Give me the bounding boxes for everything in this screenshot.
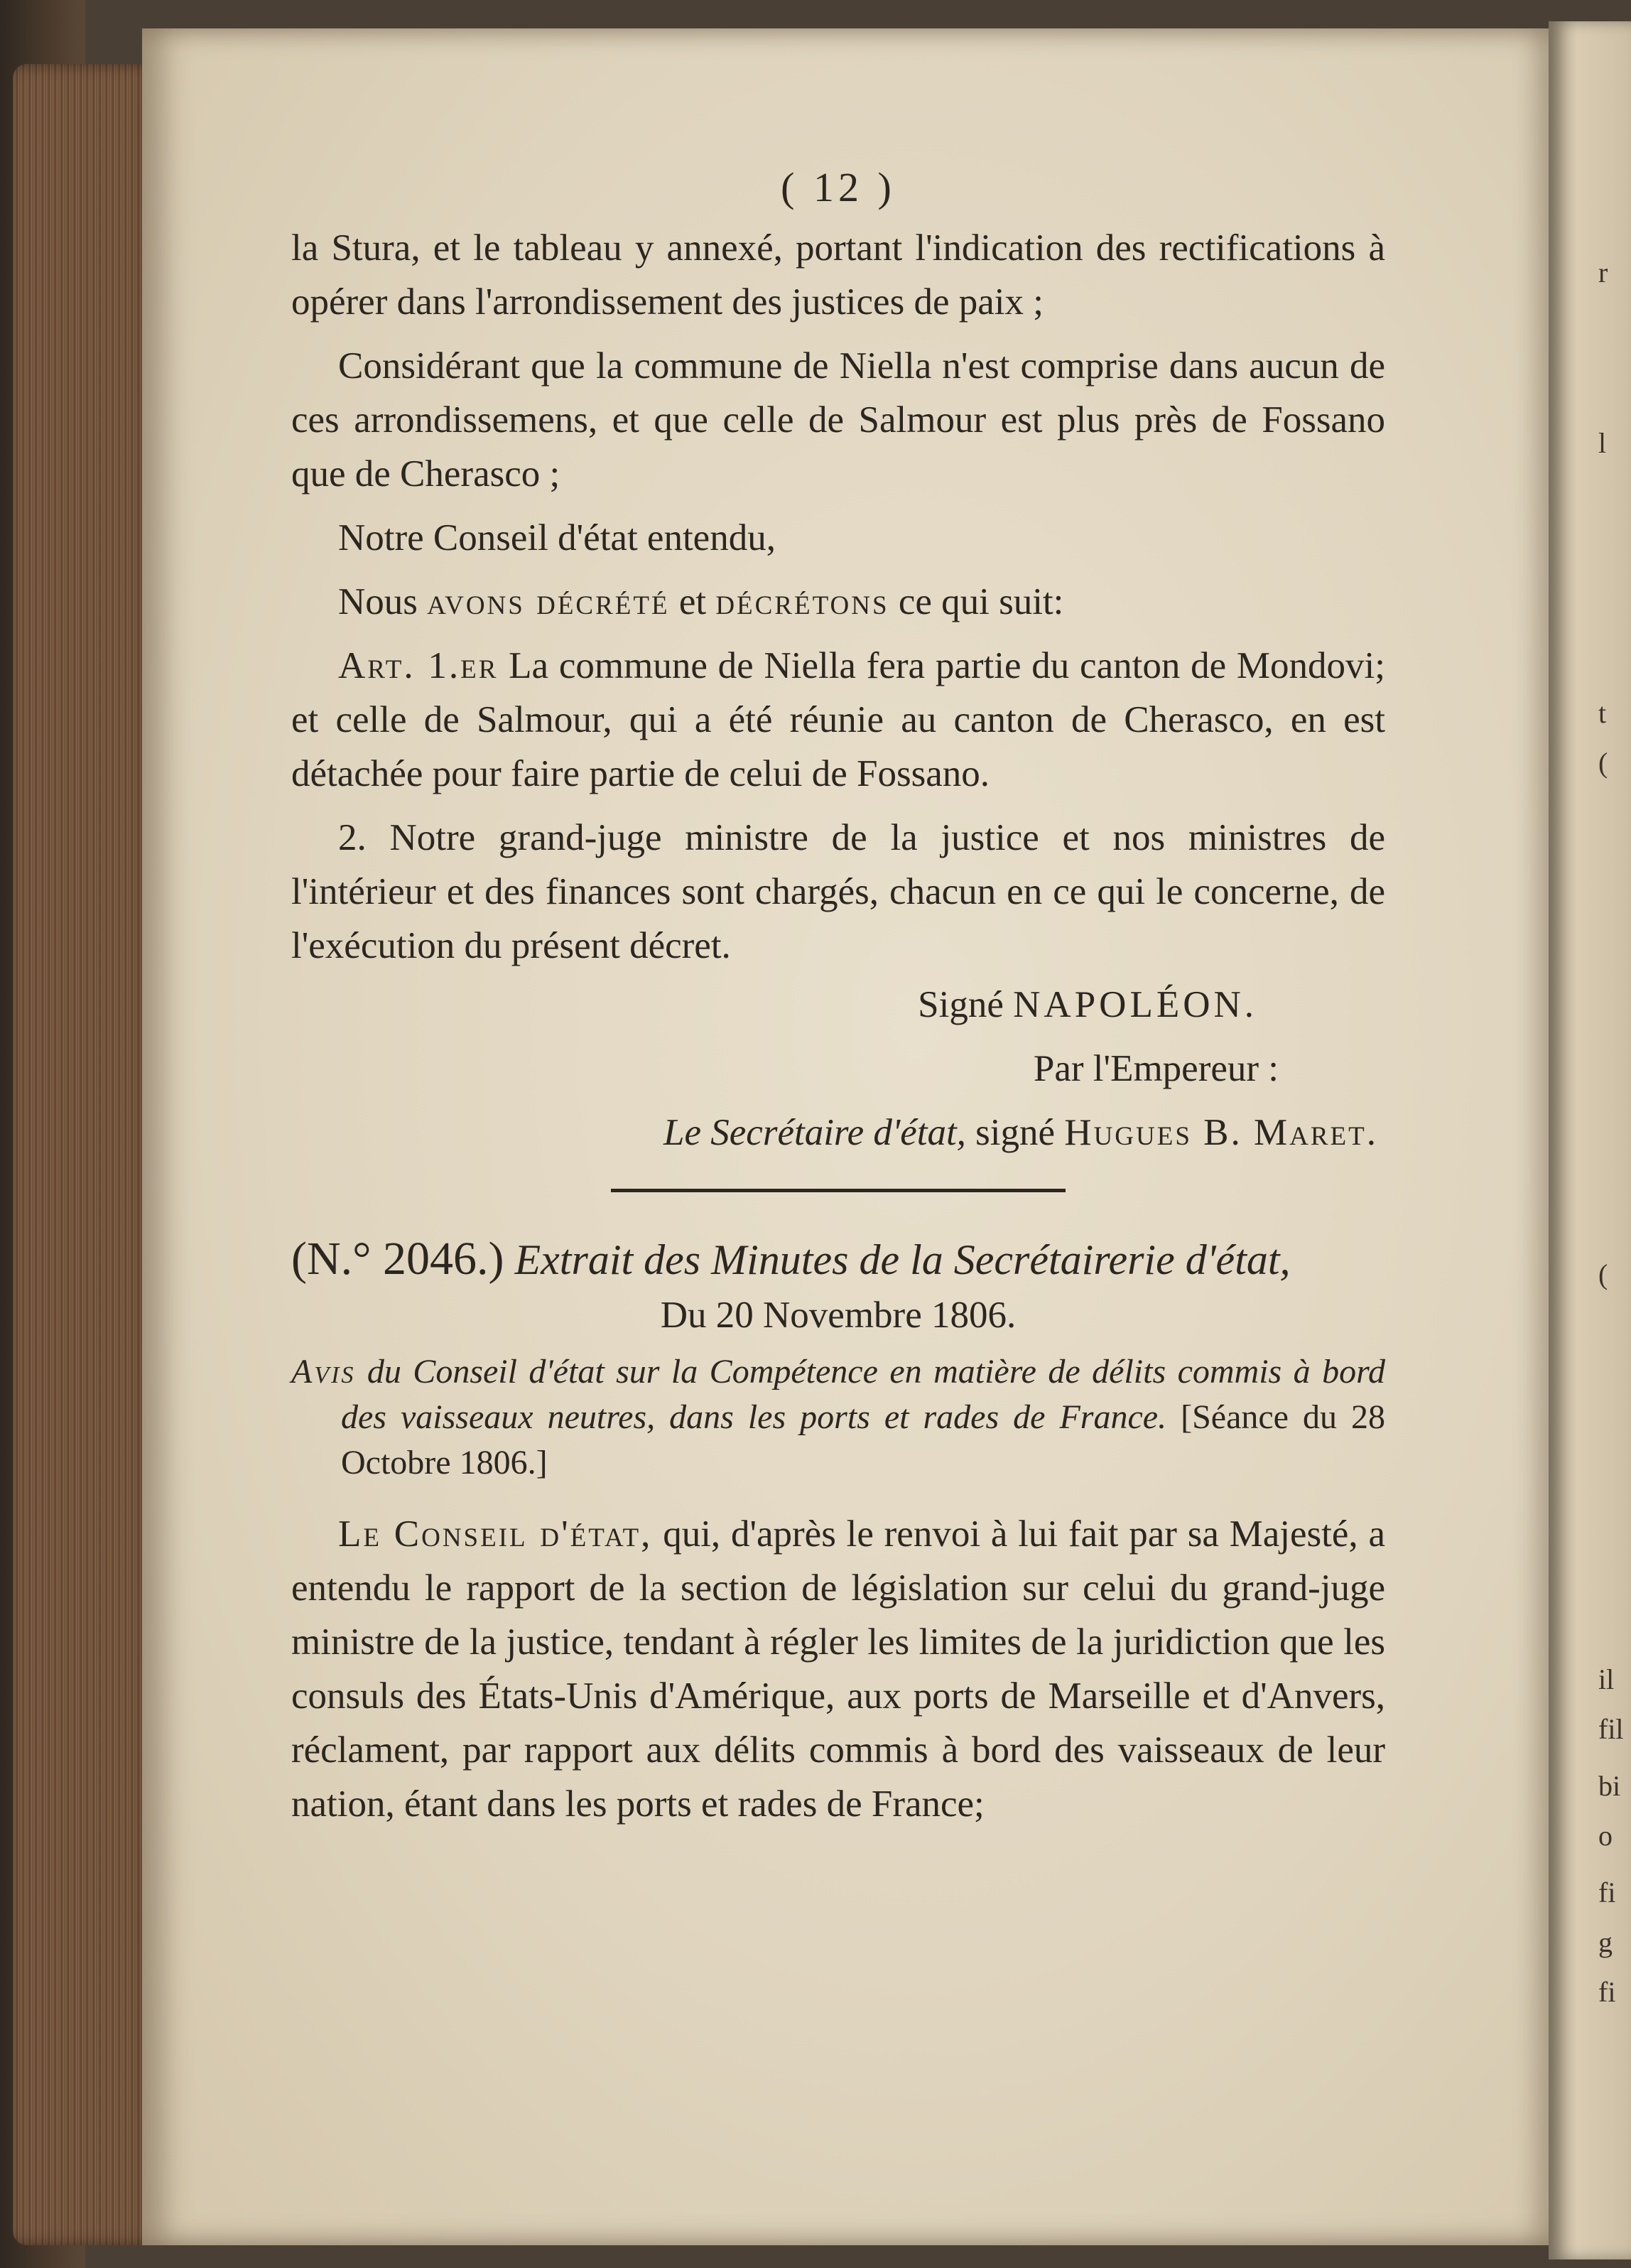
closing-text: qui, d'après le renvoi à lui fait par sa Majesté, a entendu le rapport de la section de législation sur celui du grand-juge ministre de la justice, tendant à régler les limites de la juridiction que les consuls des États-Unis d'Amérique, aux ports de Marseille et d'Anvers, réclament, par rapport aux délits commis à bord des vaisseaux de leur nation, étant dans les ports et rades de France; <box>291 1513 1385 1825</box>
margin-fragment: il <box>1598 1663 1615 1695</box>
margin-fragment: ( <box>1598 747 1608 779</box>
paragraph-continuation: la Stura, et le tableau y annexé, portant l'indication des rectifications à opérer dans l'arrondissement des justices de paix ; <box>291 227 1385 323</box>
article-1-text: La commune de Niella fera partie du canton de Mondovi; et celle de Salmour, qui a été réunie au canton de Cherasco, en est détachée pour faire partie de celui de Fossano. <box>291 645 1385 794</box>
article-2 <box>291 811 1385 973</box>
closing-paragraph <box>291 1507 1385 1831</box>
avis-seance: [Séance du 28 Octobre 1806.] <box>341 1398 1385 1481</box>
avis-heading <box>291 1349 1385 1486</box>
margin-fragment: t <box>1598 697 1607 729</box>
margin-fragment: o <box>1598 1820 1613 1852</box>
section-divider <box>611 1189 1066 1192</box>
margin-fragment: fil <box>1598 1713 1624 1745</box>
par-empereur: Par l'Empereur : <box>1033 1048 1279 1089</box>
page-content <box>291 163 1385 1831</box>
document-title <box>291 1231 1385 1288</box>
document-number: (N.° 2046.) <box>291 1233 504 1285</box>
margin-fragment: g <box>1598 1926 1613 1958</box>
document-date: Du 20 Novembre 1806. <box>660 1295 1017 1336</box>
margin-fragment: l <box>1598 427 1607 459</box>
paragraph-considerant: Considérant que la commune de Niella n'est comprise dans aucun de ces arrondissemens, et que celle de Salmour est plus près de Fossano que de Cherasco ; <box>291 345 1385 495</box>
decree-intro-suffix: ce qui suit: <box>889 581 1064 622</box>
margin-fragment: r <box>1598 256 1608 288</box>
margin-fragment: fi <box>1598 1876 1616 1908</box>
signed-prefix: Signé <box>918 984 1014 1025</box>
margin-fragment: ( <box>1598 1258 1608 1290</box>
document-extract-title: Extrait des Minutes de la Secrétairerie d'état, <box>514 1236 1291 1283</box>
book-page-edges <box>13 64 155 2245</box>
facing-page-strip <box>1549 21 1631 2259</box>
avis-body: du Conseil d'état sur la Compétence en matière de délits commis à bord des vaisseaux neutres, dans les ports et rades de France. <box>341 1353 1385 1436</box>
margin-fragment: bi <box>1598 1770 1621 1802</box>
secretary-signed: signé <box>965 1112 1065 1153</box>
decree-intro-prefix: Nous <box>338 581 428 622</box>
paragraph-conseil: Notre Conseil d'état entendu, <box>338 517 776 558</box>
signature-secretary <box>291 1101 1385 1165</box>
decree-intro-caps2: décrétons <box>715 581 889 622</box>
secretary-title: Le Secrétaire d'état, <box>663 1112 966 1153</box>
decree-intro <box>291 575 1385 629</box>
signed-name: NAPOLÉON. <box>1013 984 1257 1025</box>
closing-caps: Le Conseil d'état, <box>338 1513 653 1555</box>
secretary-name: Hugues B. Maret. <box>1064 1112 1378 1153</box>
article-2-text: Notre grand-juge ministre de la justice et nos ministres de l'intérieur et des finances sont chargés, chacun en ce qui le concerne, de l'exécution du présent décret. <box>291 817 1385 966</box>
article-1 <box>291 639 1385 801</box>
avis-head: Avis <box>291 1353 356 1390</box>
article-1-label: Art. 1.er <box>338 645 499 686</box>
page-number: ( 12 ) <box>781 164 896 210</box>
decree-intro-middle: et <box>669 581 716 622</box>
signature-napoleon <box>291 973 1385 1037</box>
margin-fragment: fi <box>1598 1976 1616 2008</box>
article-2-label: 2. <box>338 817 367 858</box>
decree-intro-caps: avons décrété <box>427 581 670 622</box>
